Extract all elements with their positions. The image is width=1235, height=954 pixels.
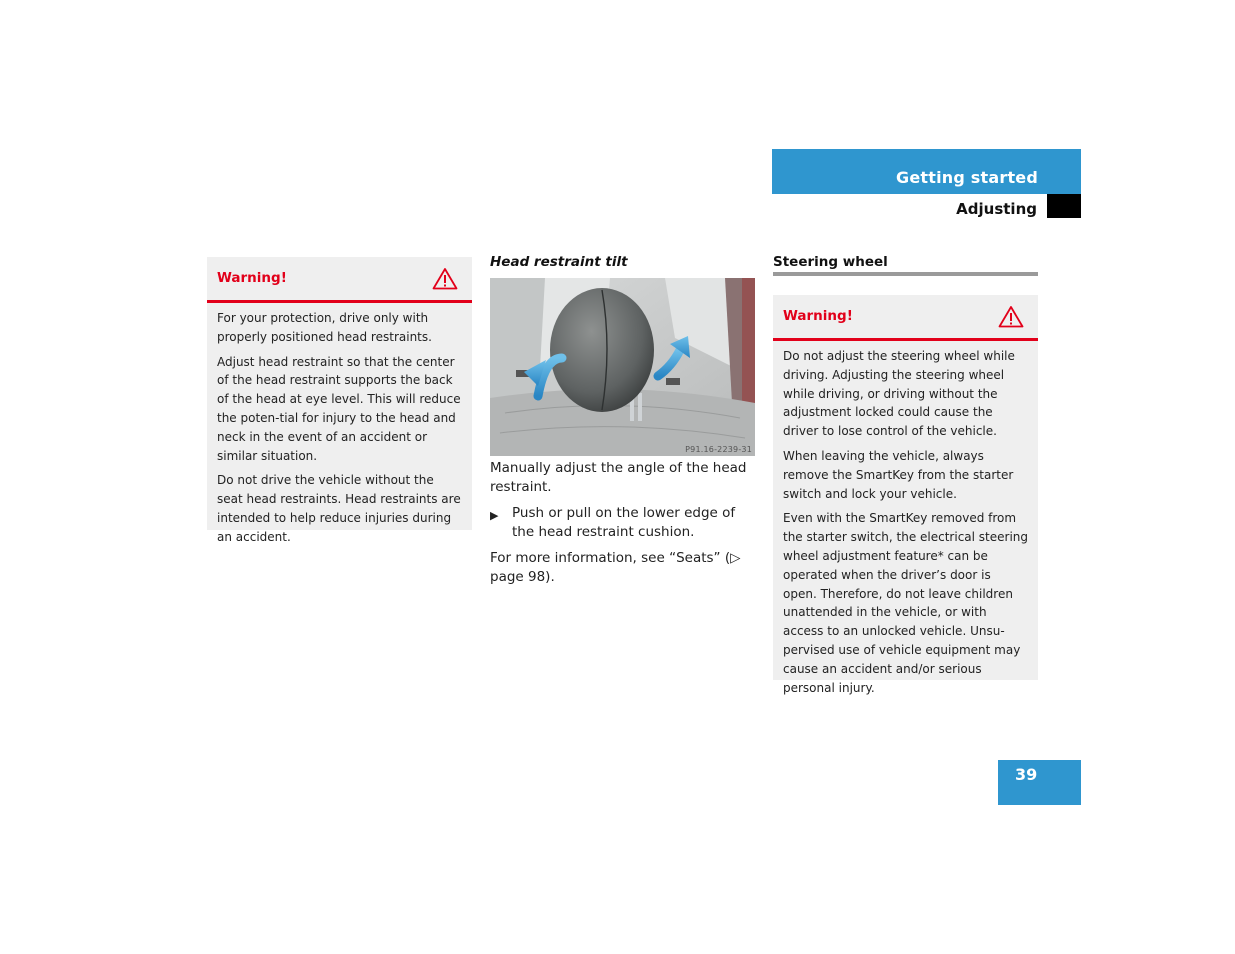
warning-paragraph: Do not adjust the steering wheel while driving. Adjusting the steering wheel while driving, or driving without the adjustment locked could cause the driver to lose control of the vehicle.: [783, 349, 1015, 439]
warning-paragraph: Adjust head restraint so that the center of the head restraint supports the back of the head at eye level. This will reduce the poten-tial for injury to the head and neck in the event of an accident or similar situation.: [217, 354, 461, 463]
step-text: Push or pull on the lower edge of the head restraint cushion.: [512, 505, 736, 540]
page-number-box: [998, 760, 1081, 805]
warning-body: [773, 341, 1038, 709]
warning-triangle-icon: [998, 305, 1024, 328]
warning-title: Warning!: [217, 270, 287, 286]
heading-rule: [773, 272, 1038, 276]
bullet-arrow-icon: ▶: [490, 509, 499, 522]
warning-header: [773, 295, 1038, 341]
image-reference-code: P91.16-2239-31: [685, 445, 752, 454]
subsection-label: Adjusting: [956, 200, 1037, 218]
section-title: Getting started: [896, 168, 1038, 187]
head-restraint-intro: Manually adjust the angle of the head restraint.: [490, 460, 747, 495]
warning-paragraph: For your protection, drive only with properly positioned head restraints.: [217, 311, 432, 344]
head-restraint-tilt-heading: Head restraint tilt: [490, 254, 628, 270]
warning-paragraph: When leaving the vehicle, always remove the SmartKey from the starter switch and lock your vehicle.: [783, 448, 1014, 501]
steering-wheel-heading: Steering wheel: [773, 254, 888, 270]
warning-box-head-restraints: [207, 257, 472, 544]
warning-body: [207, 303, 472, 559]
page-number: 39: [1015, 765, 1038, 784]
warning-paragraph: Even with the SmartKey removed from the starter switch, the electrical steering wheel adjustment feature* can be operated when the driver’s door is open. Therefore, do not leave children unattended in the vehicle, or with access to an unlocked vehicle. Unsu-pervised use of vehicle equipment may cause an accident and/or serious personal injury.: [783, 511, 1029, 695]
warning-title: Warning!: [783, 308, 853, 324]
head-restraint-step: [490, 504, 755, 542]
subsection-title: [772, 194, 1047, 218]
warning-header: [207, 257, 472, 303]
warning-box-steering-wheel: [773, 295, 1038, 695]
head-restraint-illustration: [490, 278, 755, 456]
warning-triangle-icon: [432, 267, 458, 290]
head-restraint-photo: [490, 278, 755, 456]
section-marker: [1047, 194, 1081, 218]
section-header-bar: [772, 149, 1081, 194]
warning-paragraph: Do not drive the vehicle without the seat head restraints. Head restraints are intended to help reduce injuries during an accident.: [217, 473, 461, 544]
more-info-reference: For more information, see “Seats” (▷ page 98).: [490, 550, 741, 585]
